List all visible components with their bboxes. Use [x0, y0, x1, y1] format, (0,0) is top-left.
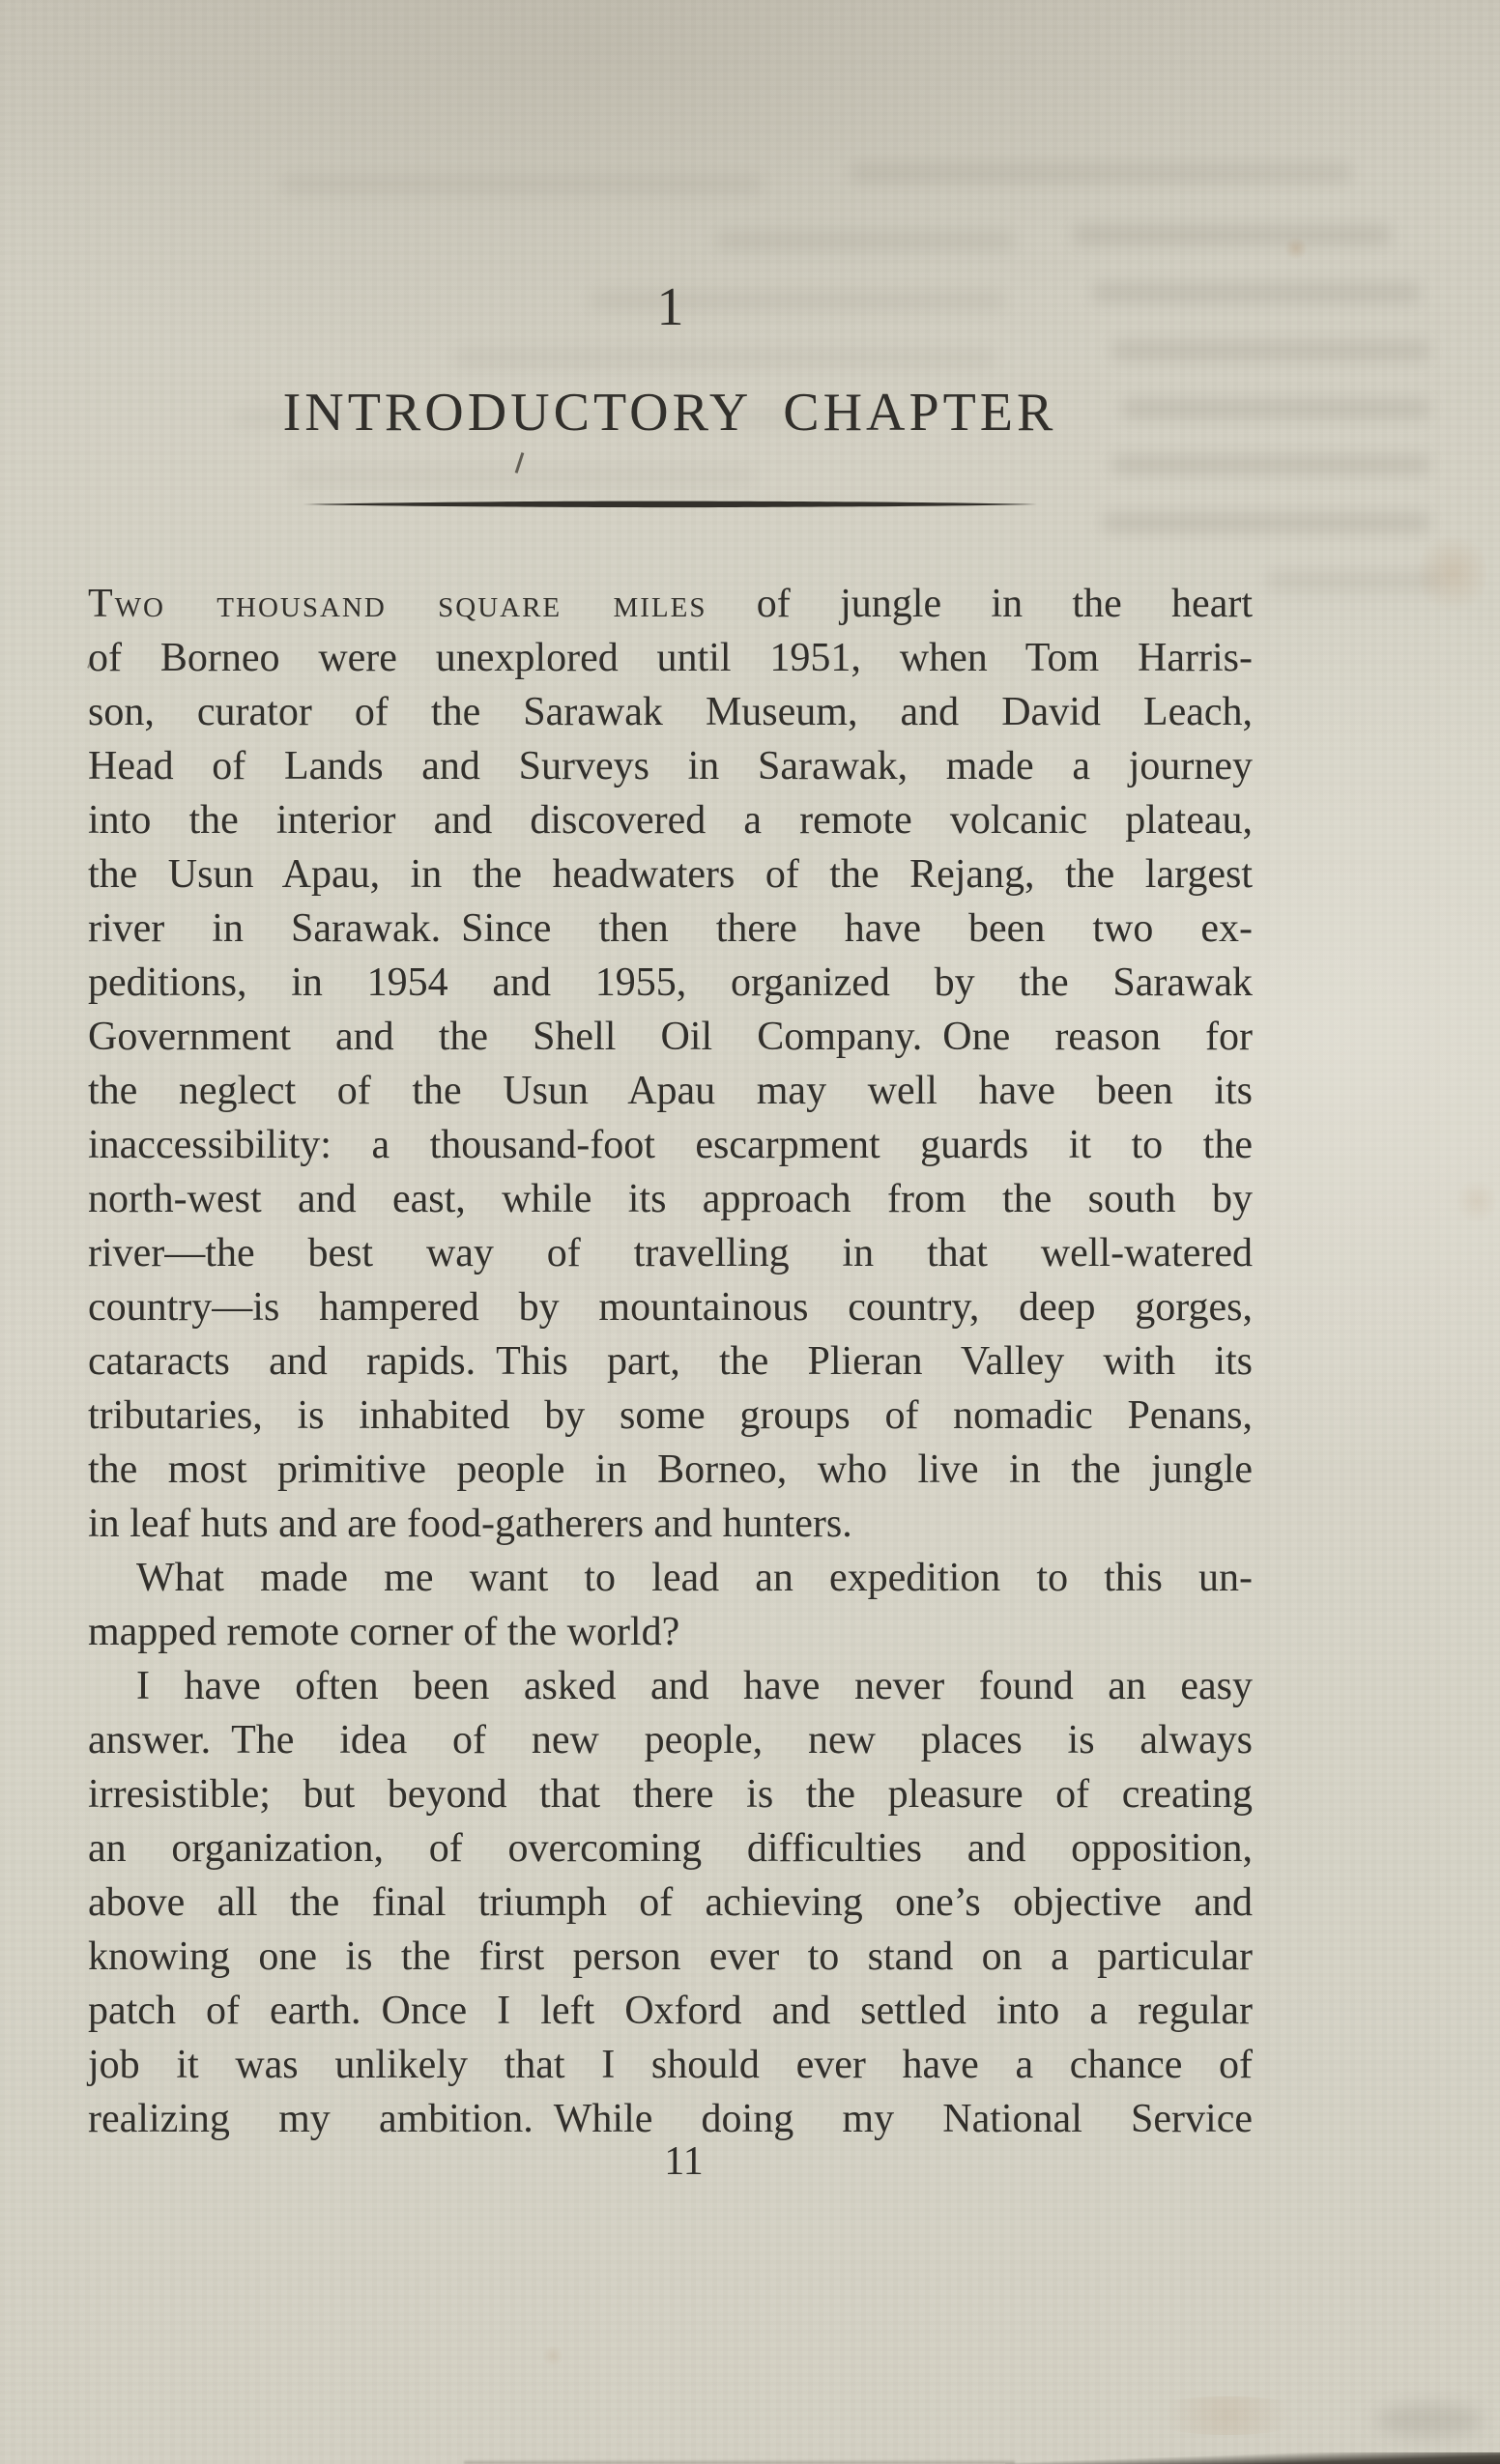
body-line: irresistible; but beyond that there is the pleasure of creating [88, 1772, 1253, 1817]
show-through-smudge [1102, 512, 1430, 533]
show-through-smudge [1266, 570, 1440, 591]
chapter-title: INTRODUCTORY CHAPTER [282, 383, 1057, 443]
body-text [88, 577, 1253, 2146]
body-line: the neglect of the Usun Apau may well have been its [88, 1069, 1253, 1113]
body-line: job it was unlikely that I should ever have a chance of [88, 2043, 1253, 2087]
body-line: the most primitive people in Borneo, who live in the jungle [88, 1447, 1253, 1492]
body-line: Head of Lands and Surveys in Sarawak, made a journey [88, 744, 1253, 788]
body-line: above all the final triumph of achieving one’s objective and [88, 1880, 1253, 1925]
paper-stain [1419, 530, 1486, 616]
body-line: knowing one is the first person ever to stand on a particular [88, 1934, 1253, 1979]
body-line: Government and the Shell Oil Company. One reason for [88, 1015, 1253, 1059]
body-line: patch of earth. Once I left Oxford and settled into a regular [88, 1989, 1253, 2033]
body-line: into the interior and discovered a remote volcanic plateau, [88, 798, 1253, 843]
paper-stain [541, 2346, 564, 2365]
opening-rest: of jungle in the heart [707, 582, 1253, 626]
page-number: 11 [664, 2139, 704, 2184]
body-line: country—is hampered by mountainous country, deep gorges, [88, 1285, 1253, 1330]
body-line: tributaries, is inhabited by some groups of nomadic Penans, [88, 1393, 1253, 1438]
paper-stain [1457, 1177, 1496, 1225]
show-through-smudge [1111, 340, 1430, 361]
show-through-smudge [454, 348, 995, 369]
body-line: son, curator of the Sarawak Museum, and David Leach, [88, 690, 1253, 734]
body-line: I have often been asked and have never found an easy [136, 1664, 1253, 1708]
chapter-number: 1 [656, 277, 684, 337]
body-line-opening [88, 577, 1253, 631]
paper-stain [1140, 2396, 1314, 2435]
opening-small-caps: Two thousand square miles [88, 582, 707, 626]
paper-stain [1284, 238, 1309, 259]
show-through-smudge [1111, 454, 1430, 475]
body-line: in leaf huts and are food-gatherers and hunters. [88, 1502, 852, 1546]
page-corner-shadow [1376, 2404, 1483, 2437]
page-bottom-edge [464, 2458, 1015, 2464]
body-line: What made me want to lead an expedition to this un- [136, 1556, 1253, 1600]
page-bottom-edge [1005, 2452, 1500, 2464]
body-line: realizing my ambition. While doing my National Service [88, 2097, 1253, 2141]
body-line: answer. The idea of new people, new places is always [88, 1718, 1253, 1762]
body-line: north-west and east, while its approach from the south by [88, 1177, 1253, 1221]
body-line: river—the best way of travelling in that well-watered [88, 1231, 1253, 1275]
body-line: mapped remote corner of the world? [88, 1610, 680, 1654]
body-line: the Usun Apau, in the headwaters of the Rejang, the largest [88, 852, 1253, 897]
body-line: cataracts and rapids. This part, the Plieran Valley with its [88, 1339, 1253, 1384]
show-through-smudge [715, 230, 1015, 251]
show-through-smudge [280, 174, 764, 195]
body-line: of Borneo were unexplored until 1951, when Tom Harris- [88, 636, 1253, 680]
body-line: an organization, of overcoming difficulties and opposition, [88, 1826, 1253, 1871]
body-line: peditions, in 1954 and 1955, organized by the Sarawak [88, 960, 1253, 1005]
show-through-smudge [851, 162, 1353, 184]
body-line: inaccessibility: a thousand-foot escarpment guards it to the [88, 1123, 1253, 1167]
body-line: river in Sarawak. Since then there have been two ex- [88, 906, 1253, 951]
show-through-smudge [290, 466, 754, 487]
show-through-smudge [1073, 224, 1392, 245]
title-rule [303, 497, 1037, 506]
